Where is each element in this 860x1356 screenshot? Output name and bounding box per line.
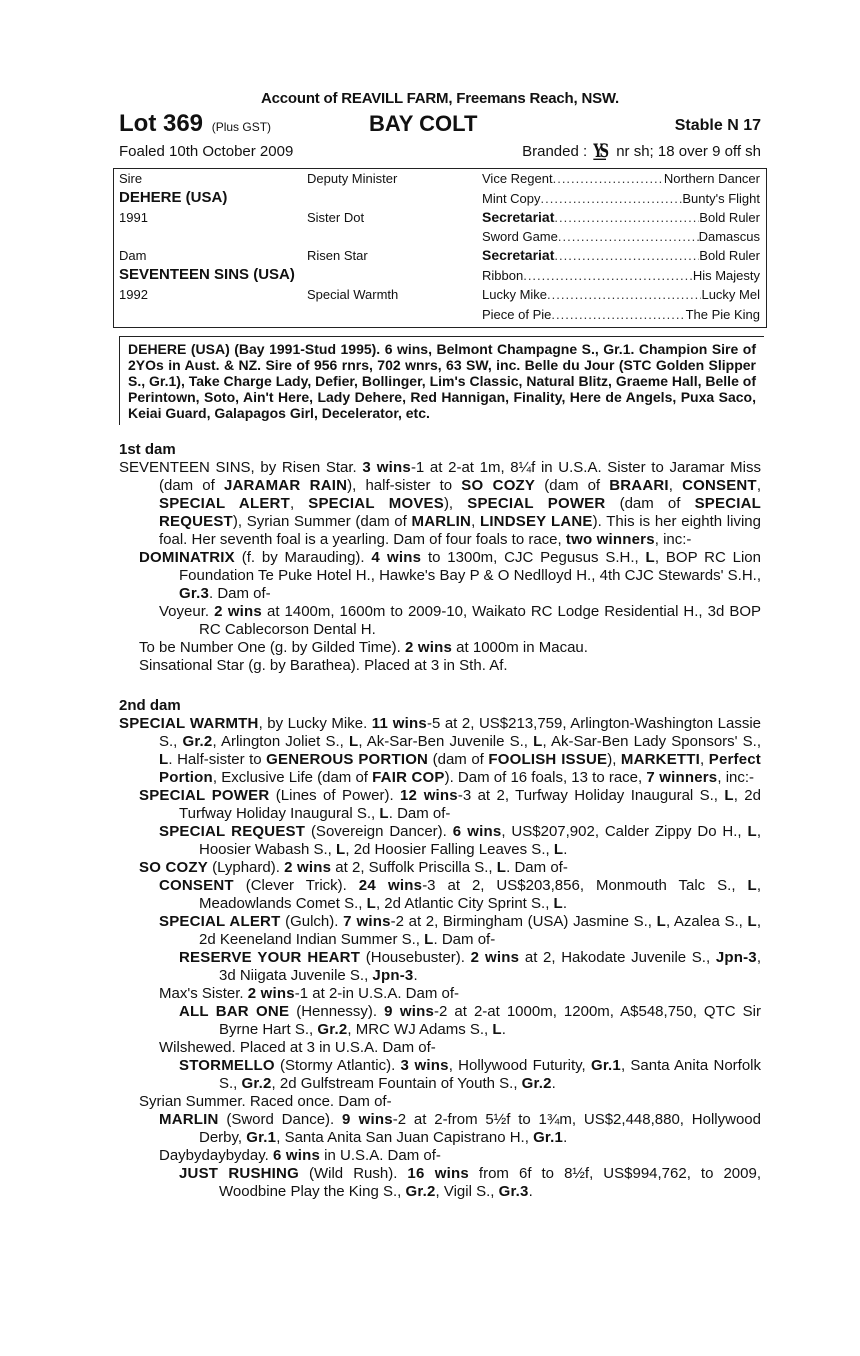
progeny-entry: DOMINATRIX (f. by Marauding). 4 wins to 1300m, CJC Pegusus S.H., L, BOP RC Lion Foundation Te Puke Hotel H., Hawke's Bay P & O Nedlloyd H., 4th CJC Stewards' S.H., Gr.3. Dam of-	[139, 549, 761, 602]
progeny-entry: Voyeur. 2 wins at 1400m, 1600m to 2009-10, Waikato RC Lodge Residential H., 3d BOP RC Cablecorson Dental H.	[159, 603, 761, 638]
ancestor-row: Secretariat ..... Bold Ruler	[482, 208, 760, 227]
foaled-line	[119, 138, 761, 166]
gst-note: (Plus GST)	[211, 120, 272, 134]
ancestor-row: Mint Copy ..... Bunty's Flight	[482, 189, 760, 208]
lot-line	[119, 110, 761, 138]
brand-mark-icon: YS	[593, 141, 607, 163]
progeny-entry: JUST RUSHING (Wild Rush). 16 wins from 6f to 8½f, US$994,762, to 2009, Woodbine Play the King S., Gr.2, Vigil S., Gr.3.	[179, 1165, 761, 1200]
ancestor-row: Sword Game ..... Damascus	[482, 227, 760, 246]
progeny-entry: To be Number One (g. by Gilded Time). 2 wins at 1000m in Macau.	[139, 639, 588, 656]
progeny-entry: Syrian Summer. Raced once. Dam of-	[139, 1093, 392, 1110]
dam-name: SEVENTEEN SINS (USA)	[119, 266, 295, 283]
pedigree-table	[113, 168, 767, 328]
sire-summary: DEHERE (USA) (Bay 1991-Stud 1995). 6 wins, Belmont Champagne S., Gr.1. Champion Sire of 2YOs in Aust. & NZ. Sire of 956 rnrs, 702 wnrs, 63 SW, inc. Belle du Jour (STC Golden Slipper S., Gr.1), Take Charge Lady, Defier, Bollinger, Lim's Classic, Natural Blitz, Graeme Hall, Belle of Perintown, Soto, Ain't Here, Lady Dehere, Red Hannigan, Finality, Here de Angels, Puxa Saco, Keiai Guard, Galapagos Girl, Decelerator, etc.	[119, 336, 764, 425]
vendor-account: Account of REAVILL FARM, Freemans Reach, NSW.	[260, 90, 619, 107]
lot-number: Lot 369 (Plus GST)	[119, 110, 272, 137]
progeny-entry: Wilshewed. Placed at 3 in U.S.A. Dam of-	[159, 1039, 436, 1056]
dam-year: 1992	[119, 287, 148, 302]
stable-number: Stable N 17	[674, 117, 761, 134]
first-dam-para: SEVENTEEN SINS, by Risen Star. 3 wins-1 at 2-at 1m, 8¼f in U.S.A. Sister to Jaramar Miss (dam of JARAMAR RAIN), half-sister to SO COZY (dam of BRAARI, CONSENT, SPECIAL ALERT, SPECIAL MOVES), SPECIAL POWER (dam of SPECIAL REQUEST), Syrian Summer (dam of MARLIN, LINDSEY LANE). This is her eighth living foal. Her seventh foal is a yearling. Dam of four foals to race, two winners, inc:-	[119, 459, 761, 548]
ancestor-row: Vice Regent ..... Northern Dancer	[482, 169, 760, 188]
ancestor-row: Piece of Pie ..... The Pie King	[482, 305, 760, 324]
dam-sire: Risen Star	[307, 248, 368, 263]
brand-info: Branded : YS nr sh; 18 over 9 off sh	[522, 138, 761, 167]
progeny-entry: Sinsational Star (g. by Barathea). Placed at 3 in Sth. Af.	[139, 657, 508, 674]
sire-label: Sire	[119, 171, 143, 186]
second-dam-para: SPECIAL WARMTH, by Lucky Mike. 11 wins-5 at 2, US$213,759, Arlington-Washington Lassie S., Gr.2, Arlington Joliet S., L, Ak-Sar-Ben Juvenile S., L, Ak-Sar-Ben Lady Sponsors' S., L. Half-sister to GENEROUS PORTION (dam of FOOLISH ISSUE), MARKETTI, Perfect Portion, Exclusive Life (dam of FAIR COP). Dam of 16 foals, 13 to race, 7 winners, inc:-	[119, 715, 761, 786]
progeny-entry: ALL BAR ONE (Hennessy). 9 wins-2 at 2-at 1000m, 1200m, A$548,750, QTC Sir Byrne Hart S., Gr.2, MRC WJ Adams S., L.	[179, 1003, 761, 1038]
progeny-entry: SPECIAL POWER (Lines of Power). 12 wins-3 at 2, Turfway Holiday Inaugural S., L, 2d Turfway Holiday Inaugural S., L. Dam of-	[139, 787, 761, 822]
second-dam-heading: 2nd dam	[119, 697, 181, 714]
sire-sire: Deputy Minister	[307, 171, 398, 186]
sire-year: 1991	[119, 210, 148, 225]
progeny-entry: Max's Sister. 2 wins-1 at 2-in U.S.A. Dam of-	[159, 985, 459, 1002]
progeny-entry: Daybydaybyday. 6 wins in U.S.A. Dam of-	[159, 1147, 441, 1164]
dam-dam: Special Warmth	[307, 287, 399, 302]
progeny-entry: CONSENT (Clever Trick). 24 wins-3 at 2, US$203,856, Monmouth Talc S., L, Meadowlands Comet S., L, 2d Atlantic City Sprint S., L.	[159, 877, 761, 912]
progeny-entry: SPECIAL REQUEST (Sovereign Dancer). 6 wins, US$207,902, Calder Zippy Do H., L, Hoosier Wabash S., L, 2d Hoosier Falling Leaves S., L.	[159, 823, 761, 858]
foaled-date: Foaled 10th October 2009	[119, 143, 294, 160]
first-dam-heading: 1st dam	[119, 441, 176, 458]
ancestor-row: Ribbon ..... His Majesty	[482, 266, 760, 285]
catalogue-page	[119, 88, 761, 1201]
progeny-entry: RESERVE YOUR HEART (Housebuster). 2 wins at 2, Hakodate Juvenile S., Jpn-3, 3d Niigata Juvenile S., Jpn-3.	[179, 949, 761, 984]
sire-dam: Sister Dot	[307, 210, 365, 225]
ancestor-row: Lucky Mike ..... Lucky Mel	[482, 285, 760, 304]
progeny-entry: SPECIAL ALERT (Gulch). 7 wins-2 at 2, Birmingham (USA) Jasmine S., L, Azalea S., L, 2d Keeneland Indian Summer S., L. Dam of-	[159, 913, 761, 948]
progeny-entry: STORMELLO (Stormy Atlantic). 3 wins, Hollywood Futurity, Gr.1, Santa Anita Norfolk S., Gr.2, 2d Gulfstream Fountain of Youth S., Gr.2.	[179, 1057, 762, 1092]
ancestor-row: Secretariat ..... Bold Ruler	[482, 246, 760, 265]
progeny-entry: MARLIN (Sword Dance). 9 wins-2 at 2-from 5½f to 1¾m, US$2,448,880, Hollywood Derby, Gr.1, Santa Anita San Juan Capistrano H., Gr.1.	[159, 1111, 761, 1146]
dam-label: Dam	[119, 248, 147, 263]
horse-description: BAY COLT	[369, 111, 478, 136]
progeny-entry: SO COZY (Lyphard). 2 wins at 2, Suffolk Priscilla S., L. Dam of-	[139, 859, 568, 876]
sire-name: DEHERE (USA)	[119, 189, 228, 206]
